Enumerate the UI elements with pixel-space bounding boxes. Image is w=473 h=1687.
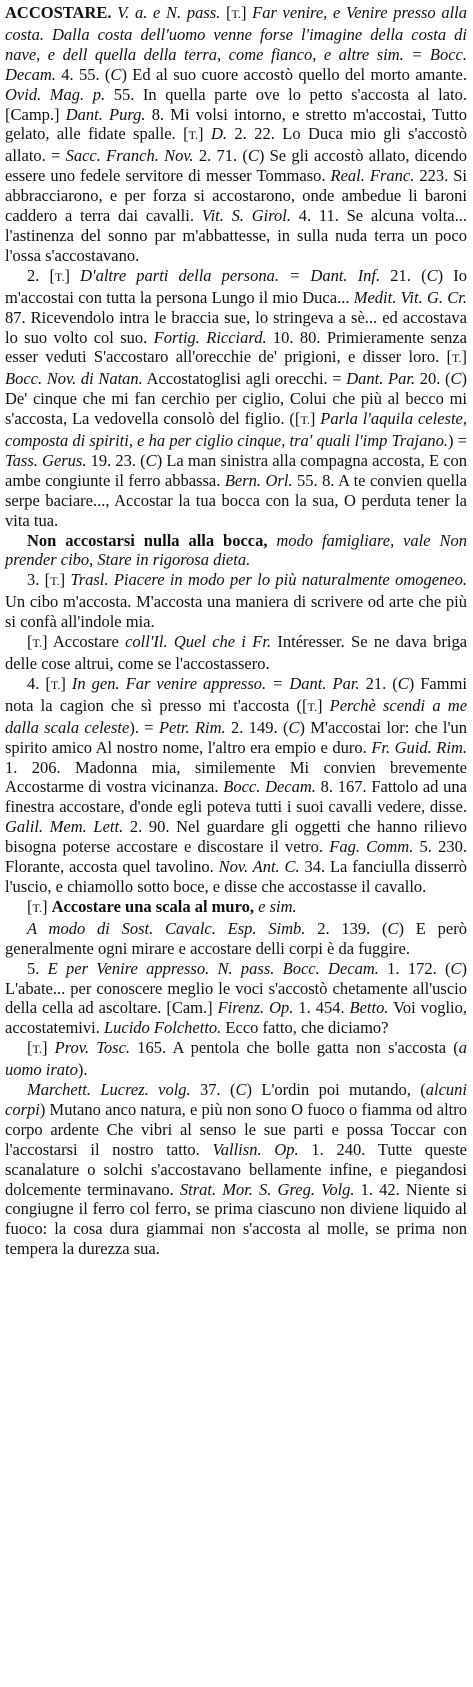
text-run: 1. 240. Tutte queste scanalature o solchi s'accostavano bellamente infine, e piegandosi dolcemente terminavano. [5,1139,467,1199]
text-run: 87. Ricevendolo intra le braccia sue, lo stringeva a sè... ed accostava lo suo volto col suo. [5,307,467,347]
text-run: ] [198,124,211,144]
text-run: Medit. Vit. G. Cr. [353,287,467,307]
text-run: 2. 71. ( [193,146,248,166]
text-run: Perchè scendi a me dalla scala celeste [5,695,468,737]
text-run: Accostare una scala al muro, [51,896,254,916]
text-run: 34. La fanciulla disserrò l'uscio, e chiamollo sotto boce, e disse che accostasse il cavallo. [5,857,467,896]
text-run: 5. 230. Florante, accosta quel tavolino. [5,837,468,877]
text-run: ] Accostare [41,632,126,652]
text-run: ) L'abate... per conoscere meglio le voci s'accostò chetamente all'uscio della cella ad ascoltare. [Cam.] [5,958,467,1018]
text-run: 5. [27,958,48,978]
entry-paragraph-scala-al-muro [5,897,467,919]
text-run: Un cibo m'accosta. M'accosta una maniera di scrivere od arte che più si confà all'indole mia. [5,592,467,632]
entry-paragraph-1-main-sense [5,3,467,266]
entry-paragraph-sostantivo [5,919,467,959]
text-run: Lucido Folchetto. [103,1018,222,1038]
text-run: 223. Si abbracciarono, e per forza si accostarono, onde ambedue li baroni caddero a terra dai cavalli. [5,166,467,226]
text-run: 2. 139. ( [305,918,388,938]
text-run: e sim. [254,896,297,916]
text-run: 8. 167. Fattolo ad una finestra accostare, d'onde egli poteva tutti i suoi cavalli vedere, disse. [5,777,467,817]
text-run: Nov. Ant. C. [218,857,300,877]
text-run: Bern. Orl. [224,470,293,490]
text-run: 1. 206. Madonna mia, similemente Mi convien brevemente Accostarme di vostra vicinanza. [5,757,467,797]
text-run: Vit. S. Girol. [201,206,291,226]
text-run: Bocc. Decam. [223,777,316,797]
text-run: ACCOSTARE. [5,3,112,22]
text-run: T. [32,636,42,651]
text-run: Real. Franc. [330,166,415,186]
text-run: Galil. Mem. Lett. [5,817,124,837]
text-run: 4. 55. ( [55,64,111,84]
text-run: ] [41,896,52,916]
text-run: Strat. Mor. S. Greg. Volg. [179,1179,355,1199]
entry-paragraph-4-general [5,674,467,897]
text-run: [ [27,1038,33,1058]
text-run: ) La man sinistra alla compagna accosta, E con ambe congiunte il ferro abbassa. [5,450,467,490]
text-run: Voi voglio, accostatemivi. [5,998,468,1038]
text-run: Fortig. Ricciard. [153,327,267,347]
text-run: Non accostarsi nulla alla bocca, [27,530,268,550]
text-run: Intéresser. Se ne dava briga delle cose altrui, come se l'accostassero. [5,632,468,673]
text-run: ) Mutano anco natura, e più non sono O fuoco o fiamma od altro corpo ardente Che vibri al senso le sue parti e possa Toccar con l'accostarsi il nostro tatto. [5,1099,467,1159]
text-run: Ecco fatto, che diciamo? [221,1018,389,1038]
text-run: Ovid. Mag. p. [5,84,106,104]
text-run: ] [64,265,81,285]
text-run: Trasl. Piacere in modo per lo più naturalmente omogeneo. [70,570,468,590]
text-run: D'altre parti della persona. = Dant. Inf. [80,265,381,285]
text-run: 4. [ [27,673,51,693]
text-run: 1. 454. [293,998,350,1018]
text-run: ) De' cinque che mi fan cerchio per ciglio, Colui che più al becco mi s'accosta, La vedovella consolò del figlio. ([ [5,369,468,429]
text-run: C [450,369,462,389]
text-run: 20. ( [415,369,451,389]
text-run: Prov. Tosc. [54,1038,131,1058]
text-run: 55. In quella parte ove lo petto s'accosta al lato. [Camp.] [5,84,467,124]
text-run: 2. 90. Nel guardare gli oggetti che hanno rilievo bisogna poterse accostare e discostare il vetro. [5,817,467,857]
text-run: 8. Mi volsi intorno, e stretto m'accostai, Tutto gelato, alle fidate spalle. [ [5,104,468,144]
text-run: T. [452,351,462,366]
text-run: ] [60,673,72,693]
text-run: C [426,265,438,285]
text-run: Sacc. Franch. Nov. [65,146,194,166]
text-run: Betto. [349,998,389,1018]
entry-paragraph-proverb [5,1038,467,1080]
text-run: ] [309,409,321,429]
text-run: C [235,1080,247,1100]
text-run: ] [41,1038,55,1058]
text-run: 4. 11. Se alcuna volta... l'astinenza del sonno par m'abbattesse, in sulla nuda terra un poco l'ossa s'accostavano. [5,206,468,265]
text-run: 3. [ [27,570,51,590]
text-run: coll'Il. Quel che i Fr. [125,632,272,652]
text-run: ) L'ordin poi mutando, ( [246,1080,426,1100]
text-run: ) Io m'accostai con tutta la persona Lungo il mio Duca... [5,265,468,307]
text-run: T. [32,1042,42,1057]
text-run: C [145,450,157,470]
entry-paragraph-5-venire-appresso [5,959,467,1039]
text-run: T. [300,413,310,428]
text-run: 21. ( [380,265,427,285]
text-run: T. [231,7,241,21]
text-run: ) E però generalmente ogni mirare e accostare delli corpi è da fuggire. [5,918,467,958]
text-run: C [288,717,300,737]
text-run: Parla l'aquila celeste, composta di spiriti, e ha per ciglio cinque, tra' quali l'imp Trajano. [5,409,467,451]
text-run: 37. ( [190,1080,236,1100]
text-run: 21. ( [359,673,398,693]
text-run: T. [50,677,61,692]
text-run: [ [220,3,232,22]
text-run: ) Se gli accostò allato, dicendo essere uno fedele servitore di messer Tommaso. [5,146,468,186]
text-run: Fr. Guid. Rim. [371,737,468,757]
text-run: ). = [129,717,159,737]
text-run: ] [240,3,253,22]
text-run: ] [59,570,71,590]
entry-paragraph-marchetti [5,1080,467,1259]
text-run: C [247,146,259,166]
text-run: 2. 149. ( [225,717,289,737]
text-run: a uomo irato [5,1038,467,1080]
text-run: A modo di Sost. Cavalc. Esp. Simb. [27,918,306,938]
text-run: 10. 80. Primieramente senza esser veduti S'accostaro all'orecchie de' prigioni, e disser loro. [ [5,327,467,367]
text-run: T. [32,900,42,915]
text-run: ) = [448,431,467,451]
text-run: 55. 8. A te convien quella serpe baciare..., Accostar la tua bocca con la sua, O perduta tener la vita tua. [5,470,467,530]
text-run: ) Ed al suo cuore accostò quello del morto amante. [121,64,467,84]
text-run: 1. 172. ( [378,958,451,978]
text-run: [ [27,896,33,916]
text-run: Dant. Par. [346,369,416,389]
text-run: C [387,918,399,938]
text-run: ) Fammi nota la cagion che sì presso mi t'accosta ([ [5,673,468,715]
text-run: Firenz. Op. [217,998,294,1018]
entry-paragraph-2-body-parts [5,266,467,531]
entry-paragraph-3-figurative [5,570,467,632]
entry-paragraph-idiom-non-accostarsi [5,531,467,571]
text-run: D. [210,124,227,144]
text-run: C [450,958,462,978]
text-run: T. [188,128,199,143]
text-run: Far venire, e Venire presso alla costa. Dalla costa dell'uomo venne forse l'imagine della costa di nave, e dell quella della terra, come fianco, e altre sim. = Bocc. Decam. [5,3,468,84]
text-run: modo famigliare, vale Non prender cibo, Stare in rigorosa dieta. [5,530,467,570]
text-run: T. [50,574,60,589]
text-run: 1. 42. Niente si congiugne il ferro col ferro, se prima ciascuno non diviene liquido al fuoco: la cosa dura giammai non s'accosta al molle, se prima non tempera la durezza sua. [5,1179,467,1259]
text-run: ) M'accostai lor: che l'un spirito amico Al nostro nome, l'altro era empio e duro. [5,717,467,757]
text-run: E per Venire appresso. N. pass. Bocc. Decam. [47,958,379,978]
text-run: ). [77,1060,88,1080]
text-run: In gen. Far venire appresso. = Dant. Par. [71,673,360,693]
text-run: alcuni corpi [5,1080,467,1119]
text-run: 2. 22. Lo Duca mio gli s'accostò allato. = [5,124,467,166]
text-run: Accostatoglisi agli orecchi. = [142,369,347,389]
text-run: 2. [ [27,265,56,285]
text-run: Fag. Comm. [329,837,414,857]
entry-paragraph-gallicism [5,632,467,674]
text-run: [ [27,632,33,652]
text-run: Petr. Rim. [158,717,226,737]
text-run: T. [55,269,65,284]
text-run: Bocc. Nov. di Natan. [5,369,143,389]
text-run: C [397,673,409,693]
text-run: 165. A pentola che bolle gatta non s'accosta ( [130,1038,459,1058]
text-run: V. a. e N. pass. [117,3,221,22]
text-run: Marchett. Lucrez. volg. [27,1080,191,1100]
text-run: 19. 23. ( [86,450,146,470]
text-run: Tass. Gerus. [5,450,87,470]
text-run: Dant. Purg. [65,104,146,124]
text-run: Vallisn. Op. [212,1139,299,1159]
text-run: T. [307,699,317,714]
dictionary-entry [5,3,467,1259]
text-run: ] [461,347,467,367]
text-run: C [110,64,122,84]
text-run: ] [316,695,330,715]
